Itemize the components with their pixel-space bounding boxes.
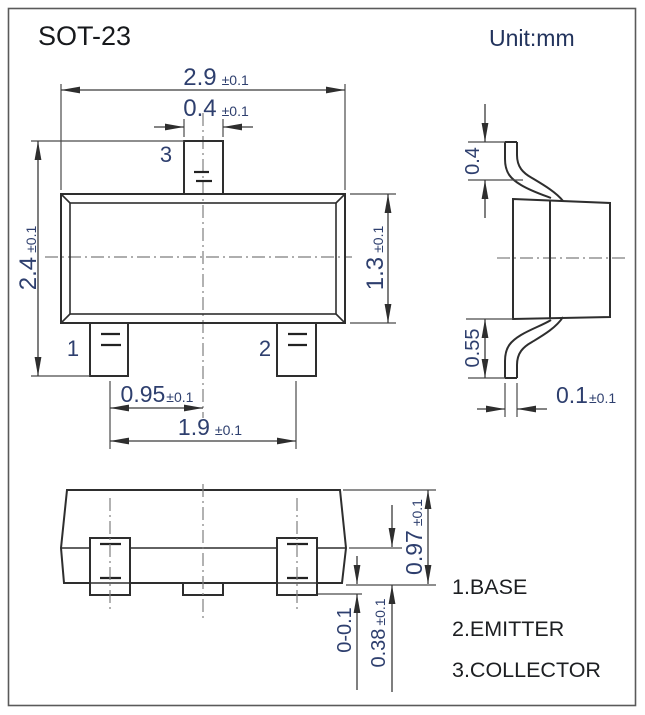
pin-3-number: 3 xyxy=(159,142,173,167)
side-view-bottom-lead xyxy=(505,317,563,378)
pin-legend xyxy=(452,575,601,682)
side-view-top-lead xyxy=(505,142,563,201)
legend-item-base: 1.BASE xyxy=(452,575,528,599)
dim-standoff-label: 0-0.1 xyxy=(334,607,356,653)
front-view-centerlines xyxy=(45,113,352,418)
dim-total-height xyxy=(15,141,184,376)
legend-item-emitter: 2.EMITTER xyxy=(452,617,565,641)
bottom-view xyxy=(61,484,436,692)
pin-1-number: 1 xyxy=(66,336,80,361)
dim-lead-top-height-label: 0.4 xyxy=(462,147,484,175)
page-border xyxy=(9,9,636,706)
dim-pin-width-label: 0.4 ±0.1 xyxy=(183,95,249,122)
dim-body-width-label: 2.9 ±0.1 xyxy=(183,64,249,91)
side-view-body xyxy=(513,199,610,319)
dim-pin-pitch-label: 0.95±0.1 xyxy=(120,381,194,407)
dim-standoff xyxy=(318,556,362,690)
dim-lead-thickness xyxy=(477,382,616,417)
dim-pad-length-label: 0.38±0.1 xyxy=(368,598,390,668)
dim-body-height-label: 1.3±0.1 xyxy=(362,225,389,291)
pin-2 xyxy=(277,323,316,376)
legend-item-collector: 3.COLLECTOR xyxy=(452,658,601,682)
front-view xyxy=(15,64,396,449)
dim-body-height xyxy=(350,194,396,323)
pin-1 xyxy=(90,323,128,376)
dim-profile-height-label: 0.97±0.1 xyxy=(401,499,427,575)
side-view xyxy=(462,104,627,417)
dim-total-height-label: 2.4±0.1 xyxy=(15,225,42,291)
dim-lead-bottom-height-label: 0.55 xyxy=(462,328,484,368)
bottom-view-centerlines xyxy=(110,484,297,620)
dim-pin-span-label: 1.9 ±0.1 xyxy=(177,414,243,440)
pin-2-number: 2 xyxy=(258,336,272,361)
dim-lead-thickness-label: 0.1±0.1 xyxy=(556,382,617,408)
page-title: SOT-23 xyxy=(38,21,132,51)
unit-label: Unit:mm xyxy=(489,25,575,51)
